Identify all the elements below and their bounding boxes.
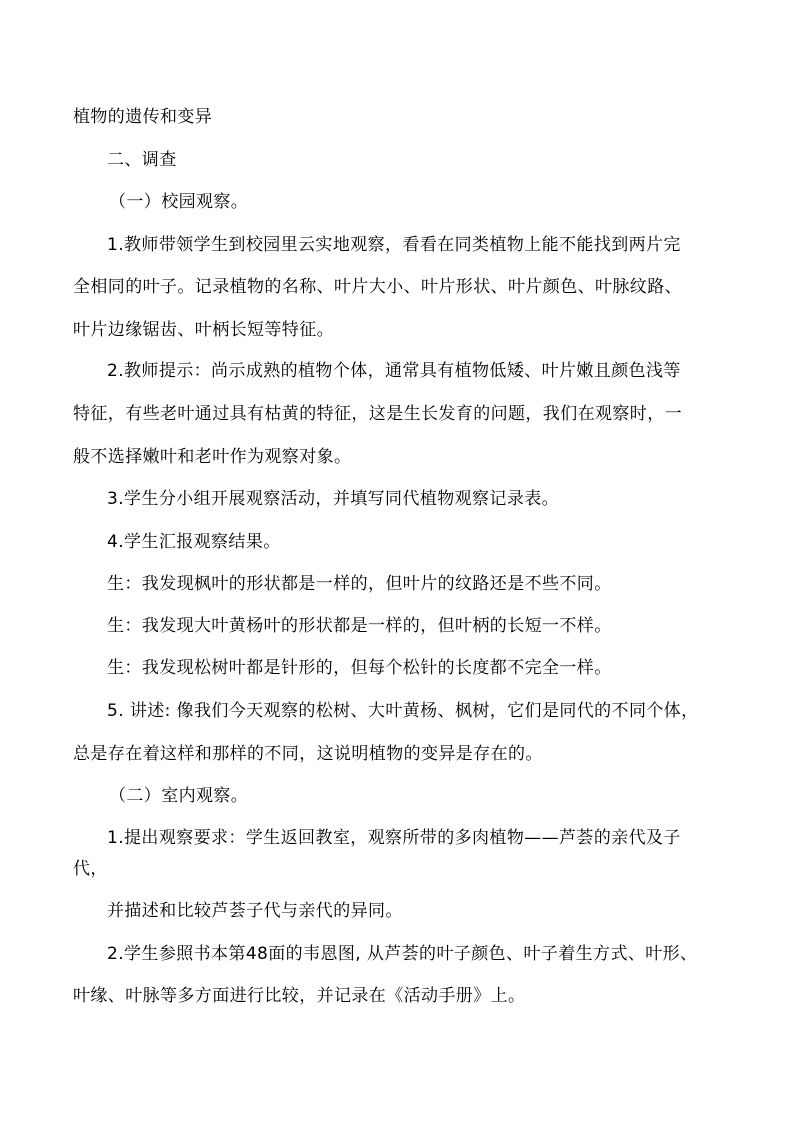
paragraph-4: 4.学生汇报观察结果。 — [107, 532, 281, 552]
paragraph-1-line-2: 全相同的叶子。记录植物的名称、叶片大小、叶片形状、叶片颜色、叶脉纹路、 — [73, 277, 682, 297]
student-answer-1: 生：我发现枫叶的形状都是一样的，但叶片的纹路还是不些不同。 — [107, 574, 612, 594]
paragraph-1-line-1: 1.教师带领学生到校园里云实地观察，看看在同类植物上能不能找到两片完 — [107, 235, 681, 255]
paragraph-2-line-3: 般不选择嫩叶和老叶作为观察对象。 — [73, 447, 352, 467]
student-answer-2: 生：我发现大叶黄杨叶的形状都是一样的，但叶柄的长短一不样。 — [107, 616, 612, 636]
document-title: 植物的遗传和变异 — [73, 107, 213, 127]
section-heading-survey: 二、调查 — [107, 150, 177, 170]
paragraph-5-line-2: 总是存在着这样和那样的不同，这说明植物的变异是存在的。 — [73, 744, 543, 764]
paragraph-5-line-1: 5. 讲述: 像我们今天观察的松树、大叶黄杨、枫树，它们是同代的不同个体， — [107, 701, 699, 721]
paragraph-3: 3.学生分小组开展观察活动，并填写同代植物观察记录表。 — [107, 489, 560, 509]
paragraph-2-line-2: 特征，有些老叶通过具有枯黄的特征，这是生长发育的问题，我们在观察时，一 — [73, 404, 682, 424]
indoor-paragraph-2-line-2: 叶缘、叶脉等多方面进行比较，并记录在《活动手册》上。 — [73, 986, 526, 1006]
indoor-paragraph-2-line-1: 2.学生参照书本第48面的韦恩图, 从芦荟的叶子颜色、叶子着生方式、叶形、 — [107, 944, 698, 964]
student-answer-3: 生：我发现松树叶都是针形的，但每个松针的长度都不完全一样。 — [107, 658, 612, 678]
paragraph-2-line-1: 2.教师提示：尚示成熟的植物个体，通常具有植物低矮、叶片嫩且颜色浅等 — [107, 361, 681, 381]
paragraph-1-line-3: 叶片边缘锯齿、叶柄长短等特征。 — [73, 320, 334, 340]
subheading-campus-observation: （一）校园观察。 — [109, 192, 249, 212]
indoor-paragraph-1-line-2: 代， — [73, 859, 108, 879]
indoor-paragraph-1-line-3: 并描述和比较芦荟子代与亲代的异同。 — [107, 901, 403, 921]
subheading-indoor-observation: （二）室内观察。 — [109, 786, 249, 806]
indoor-paragraph-1-line-1: 1.提出观察要求：学生返回教室，观察所带的多肉植物——芦荟的亲代及子 — [107, 828, 681, 848]
